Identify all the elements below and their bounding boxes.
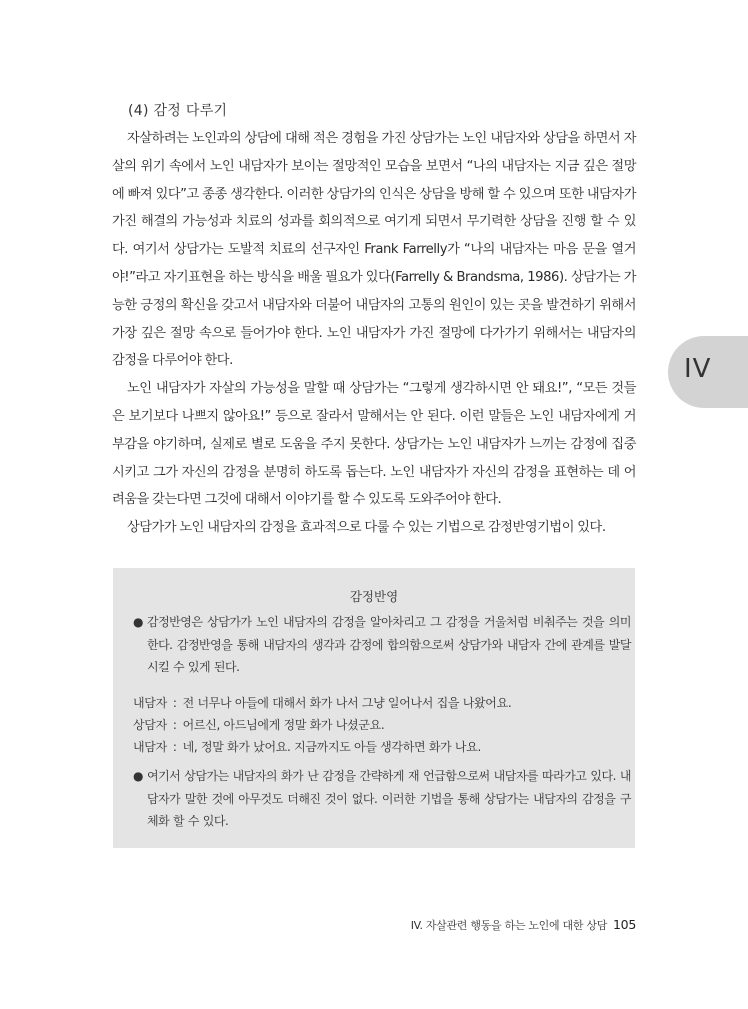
box-title: 감정반영	[349, 589, 399, 604]
bullet-explanation	[133, 765, 631, 833]
bullet-icon: ●	[133, 615, 143, 629]
paragraph: 상담가가 노인 내담자의 감정을 효과적으로 다룰 수 있는 기법으로 감정반영기법이 있다.	[127, 520, 606, 536]
paragraph: 노인 내담자가 자살의 가능성을 말할 때 상담가는 “그렇게 생각하시면 안 돼요!”, “모든 것들은 보기보다 나쁘지 않아요!” 등으로 잘라서 말해서는 안 된다. 이런 말들은 노인 내담자에게 거부감을 야기하며, 실제로 별로 도움을 주지 못한다. 상담가는 노인 내담자가 느끼는 감정에 집중시키고 그가 자신의 감정을 분명히 하도록 돕는다. 노인 내담자가 자신의 감정을 표현하는 데 어려움을 갖는다면 그것에 대해서 이야기를 할 수 있도록 도와주어야 한다.	[112, 381, 636, 508]
speaker: 상담자	[133, 718, 167, 732]
dialogue-line	[133, 714, 617, 736]
section-title: (4) 감정 다루기	[128, 103, 228, 119]
bullet-icon: ●	[133, 769, 143, 783]
bullet-text: 감정반영은 상담가가 노인 내담자의 감정을 알아차리고 그 감정을 거울처럼 비춰주는 것을 의미 한다. 감정반영을 통해 내담자의 생각과 감정에 합의함으로써 상담가와 내담자 간에 관계를 발달시킬 수 있게 된다.	[147, 615, 631, 674]
utterance: 전 너무나 아들에 대해서 화가 나서 그냥 일어나서 집을 나왔어요.	[182, 696, 512, 710]
paragraph: 자살하려는 노인과의 상담에 대해 적은 경험을 가진 상담가는 노인 내담자와 상담을 하면서 자살의 위기 속에서 노인 내담자가 보이는 절망적인 모습을 보면서 “나의 내담자는 지금 깊은 절망에 빠져 있다”고 종종 생각한다. 이러한 상담가의 인식은 상담을 방해 할 수 있으며 또한 내담자가 가진 해결의 가능성과 치료의 성과를 회의적으로 여기게 되면서 무기력한 상담을 진행 할 수 있다. 여기서 상담가는 도발적 치료의 선구자인 Frank Farrelly가 “나의 내담자는 마음 문을 열거야!”라고 자기표현을 하는 방식을 배울 필요가 있다(Farrelly & Brandsma, 1986). 상담가는 가능한 긍정의 확신을 갖고서 내담자와 더불어 내담자의 고통의 원인이 있는 곳을 발견하기 위해서 가장 깊은 절망 속으로 들어가야 한다. 노인 내담자가 가진 절망에 다가가기 위해서는 내담자의 감정을 다루어야 한다.	[112, 131, 636, 369]
running-title: IV. 자살관련 행동을 하는 노인에 대한 상담	[410, 919, 608, 932]
body-text	[112, 125, 636, 542]
speaker: 내담자	[133, 696, 167, 710]
separator: :	[172, 740, 177, 754]
chapter-tab-label: IV	[684, 354, 712, 384]
page-footer	[411, 917, 636, 933]
dialogue-line	[133, 736, 617, 758]
bullet-definition	[133, 611, 631, 679]
page-number: 105	[613, 917, 636, 932]
dialogue-line	[133, 692, 617, 714]
speaker: 내담자	[133, 740, 167, 754]
utterance: 네, 정말 화가 났어요. 지금까지도 아들 생각하면 화가 나요.	[182, 740, 482, 754]
chapter-tab	[668, 336, 748, 408]
dialogue	[133, 692, 617, 758]
separator: :	[172, 696, 177, 710]
bullet-text: 여기서 상담가는 내담자의 화가 난 감정을 간략하게 재 언급함으로써 내담자를 따라가고 있다. 내담자가 말한 것에 아무것도 더해진 것이 없다. 이러한 기법을 통해 상담가는 내담자의 감정을 구체화 할 수 있다.	[147, 769, 631, 828]
utterance: 어르신, 아드님에게 정말 화가 나셨군요.	[182, 718, 385, 732]
separator: :	[172, 718, 177, 732]
example-box	[113, 568, 635, 848]
